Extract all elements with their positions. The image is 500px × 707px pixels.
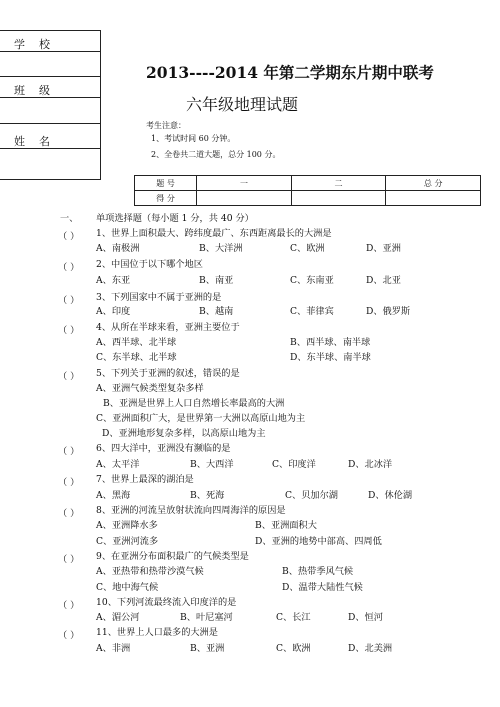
question-option: A、亚热带和热带沙漠气候 [96, 566, 204, 577]
question-option: D、北美洲 [348, 643, 393, 654]
question-option: D、亚洲 [366, 243, 401, 254]
question-option: B、亚洲是世界上人口自然增长率最高的大洲 [103, 398, 285, 409]
score-header-num: 题 号 [135, 176, 197, 191]
question-option: D、休伦湖 [368, 490, 413, 501]
question-option: D、北冰洋 [348, 459, 393, 470]
question-option: B、死海 [190, 490, 225, 501]
question-option: A、西半球、北半球 [96, 337, 177, 348]
question-option: A、太平洋 [96, 459, 140, 470]
question-stem: 9、在亚洲分布面积最广的气候类型是 [96, 551, 249, 562]
question-option: B、亚洲 [190, 643, 225, 654]
score-cell[interactable] [386, 191, 481, 206]
question-option: B、西半球、南半球 [290, 337, 371, 348]
question-option: D、恒河 [348, 612, 383, 623]
question-option: D、温带大陆性气候 [282, 582, 363, 593]
answer-blank[interactable]: （ ） [58, 630, 80, 641]
question-option: C、地中海气候 [96, 582, 159, 593]
question-option: C、印度洋 [272, 459, 316, 470]
info-divider [0, 76, 100, 77]
answer-blank[interactable]: （ ） [58, 554, 80, 565]
question-option: A、印度 [96, 306, 131, 317]
question-option: B、大洋洲 [199, 243, 243, 254]
question-option: D、俄罗斯 [366, 306, 411, 317]
exam-subtitle: 六年级地理试题 [186, 95, 299, 114]
question-option: C、亚洲面积广大，是世界第一大洲以高原山地为主 [96, 413, 306, 424]
info-divider [0, 148, 100, 149]
question-stem: 4、从所在半球来看，亚洲主要位于 [96, 322, 240, 333]
question-option: B、亚洲面积大 [255, 520, 317, 531]
question-option: D、东半球、南半球 [290, 352, 371, 363]
question-stem: 1、世界上面积最大、跨纬度最广、东西距离最长的大洲是 [96, 228, 332, 239]
question-option: C、贝加尔湖 [285, 490, 338, 501]
question-option: C、东半球、北半球 [96, 352, 177, 363]
answer-blank[interactable]: （ ） [58, 231, 80, 242]
notice-line-2: 2、全卷共二道大题，总分 100 分。 [151, 150, 281, 159]
question-option: C、东南亚 [290, 275, 334, 286]
section-number: 一、 [60, 213, 79, 224]
score-cell[interactable] [197, 191, 292, 206]
answer-blank[interactable]: （ ） [58, 295, 80, 306]
question-stem: 2、中国位于以下哪个地区 [96, 259, 203, 270]
question-option: D、亚洲的地势中部高、四周低 [255, 536, 382, 547]
question-option: C、欧洲 [290, 243, 325, 254]
answer-blank[interactable]: （ ） [58, 600, 80, 611]
question-option: D、北亚 [366, 275, 401, 286]
section-title: 单项选择题（每小题 1 分，共 40 分） [96, 213, 254, 224]
score-row-label: 得 分 [135, 191, 197, 206]
question-option: A、亚洲气候类型复杂多样 [96, 383, 204, 394]
question-option: A、亚洲降水多 [96, 520, 158, 531]
score-cell[interactable] [291, 191, 386, 206]
school-label: 学校 [14, 38, 64, 51]
score-header-2: 二 [291, 176, 386, 191]
answer-blank[interactable]: （ ） [58, 446, 80, 457]
question-stem: 10、下列河流最终流入印度洋的是 [96, 597, 237, 608]
answer-blank[interactable]: （ ） [58, 508, 80, 519]
question-option: C、欧洲 [276, 643, 311, 654]
exam-title: 2013----2014 年第二学期东片期中联考 [146, 63, 434, 82]
question-stem: 7、世界上最深的湖泊是 [96, 474, 194, 485]
question-option: B、大西洋 [190, 459, 234, 470]
answer-blank[interactable]: （ ） [58, 262, 80, 273]
info-divider [0, 123, 100, 124]
answer-blank[interactable]: （ ） [58, 371, 80, 382]
question-option: B、热带季风气候 [282, 566, 354, 577]
score-header-1: 一 [197, 176, 292, 191]
question-option: A、湄公河 [96, 612, 140, 623]
question-option: B、越南 [199, 306, 234, 317]
question-option: A、非洲 [96, 643, 131, 654]
question-option: B、南亚 [199, 275, 234, 286]
question-stem: 6、四大洋中，亚洲没有濒临的是 [96, 443, 231, 454]
info-divider [0, 97, 100, 98]
question-stem: 11、世界上人口最多的大洲是 [96, 627, 218, 638]
question-stem: 5、下列关于亚洲的叙述，错误的是 [96, 368, 240, 379]
question-option: C、菲律宾 [290, 306, 334, 317]
score-header-total: 总 分 [386, 176, 481, 191]
name-label: 姓名 [14, 135, 64, 148]
question-option: C、长江 [276, 612, 311, 623]
student-info-box [0, 30, 101, 180]
question-stem: 3、下列国家中不属于亚洲的是 [96, 292, 222, 303]
question-option: A、黑海 [96, 490, 131, 501]
question-option: B、叶尼塞河 [180, 612, 233, 623]
info-divider [0, 51, 100, 52]
answer-blank[interactable]: （ ） [58, 477, 80, 488]
answer-blank[interactable]: （ ） [58, 325, 80, 336]
question-option: A、南极洲 [96, 243, 140, 254]
question-option: C、亚洲河流多 [96, 536, 159, 547]
question-option: D、亚洲地形复杂多样，以高原山地为主 [102, 428, 266, 439]
question-option: A、东亚 [96, 275, 131, 286]
score-table [134, 175, 481, 206]
notice-line-1: 1、考试时间 60 分钟。 [151, 134, 236, 143]
class-label: 班级 [14, 84, 64, 97]
question-stem: 8、亚洲的河流呈放射状流向四周海洋的原因是 [96, 505, 286, 516]
notice-title: 考生注意： [146, 121, 186, 130]
